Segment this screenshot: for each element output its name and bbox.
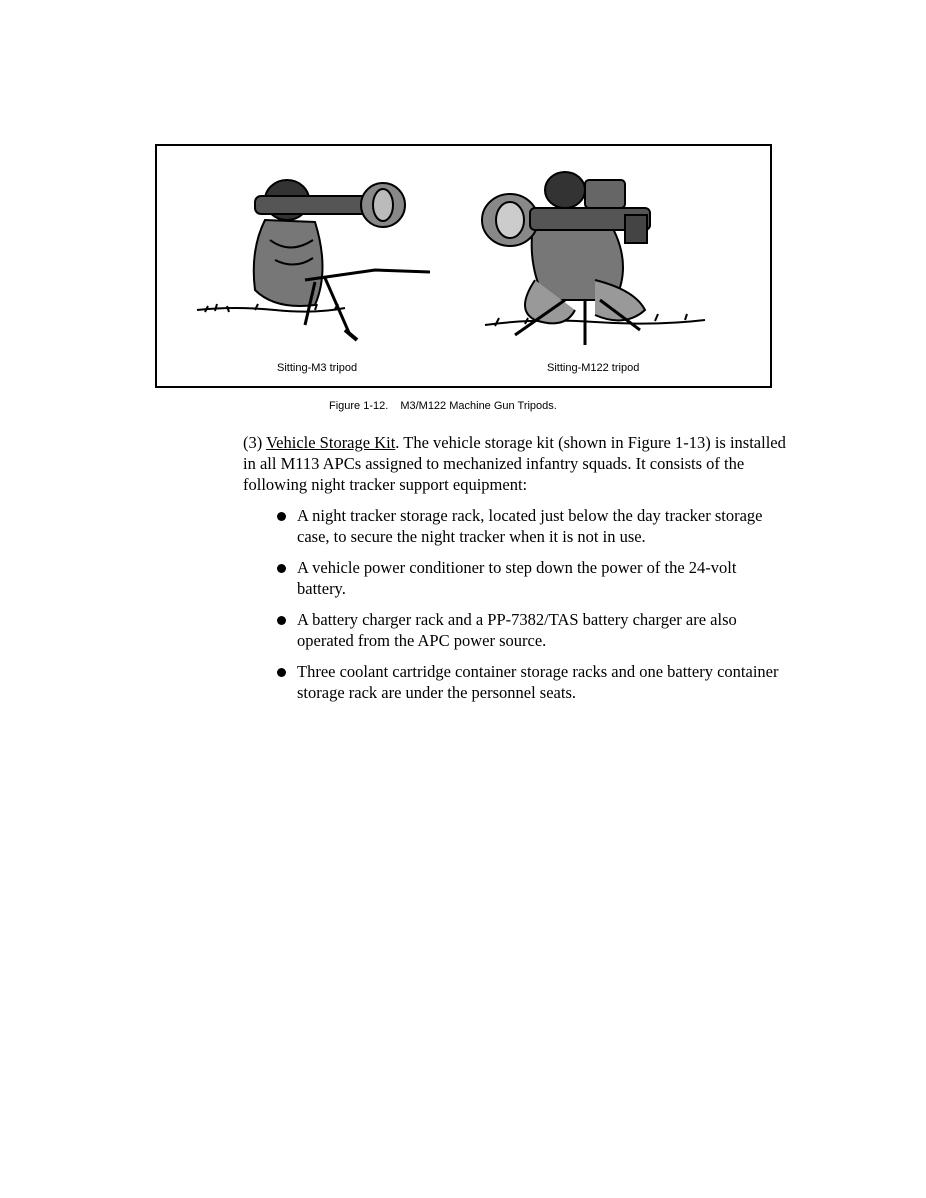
figure-caption-number: Figure 1-12. <box>329 400 389 412</box>
right-figure-label: Sitting-M122 tripod <box>547 362 640 374</box>
section-lead: (3) <box>243 433 267 452</box>
figure-frame <box>155 144 772 388</box>
list-item-text: Three coolant cartridge container storage racks and one battery container storage rack are under the personnel seats. <box>297 662 779 702</box>
list-item <box>243 661 788 703</box>
equipment-list <box>243 505 788 703</box>
list-item <box>243 505 788 547</box>
body-text <box>243 432 788 713</box>
list-item-text: A vehicle power conditioner to step down the power of the 24-volt battery. <box>297 558 737 598</box>
section-intro: . The vehicle storage kit (shown in Figure 1-13) is installed in all M113 APCs assigned to mechanized infantry squads. It consists of the following night tracker support equipment: <box>243 433 786 494</box>
section-paragraph <box>243 432 788 495</box>
soldier-m122-tripod-illustration <box>475 160 715 360</box>
left-figure-label: Sitting-M3 tripod <box>277 362 358 374</box>
bullet-icon <box>277 564 286 573</box>
section-heading: Vehicle Storage Kit <box>266 433 396 452</box>
figure-caption-title: M3/M122 Machine Gun Tripods. <box>400 400 557 412</box>
bullet-icon <box>277 512 286 521</box>
figure-caption <box>329 400 557 412</box>
list-item-text: A battery charger rack and a PP-7382/TAS battery charger are also operated from the APC power source. <box>297 610 737 650</box>
bullet-icon <box>277 616 286 625</box>
bullet-icon <box>277 668 286 677</box>
list-item-text: A night tracker storage rack, located just below the day tracker storage case, to secure the night tracker when it is not in use. <box>297 506 763 546</box>
list-item <box>243 557 788 599</box>
list-item <box>243 609 788 651</box>
soldier-m3-tripod-illustration <box>195 160 445 360</box>
